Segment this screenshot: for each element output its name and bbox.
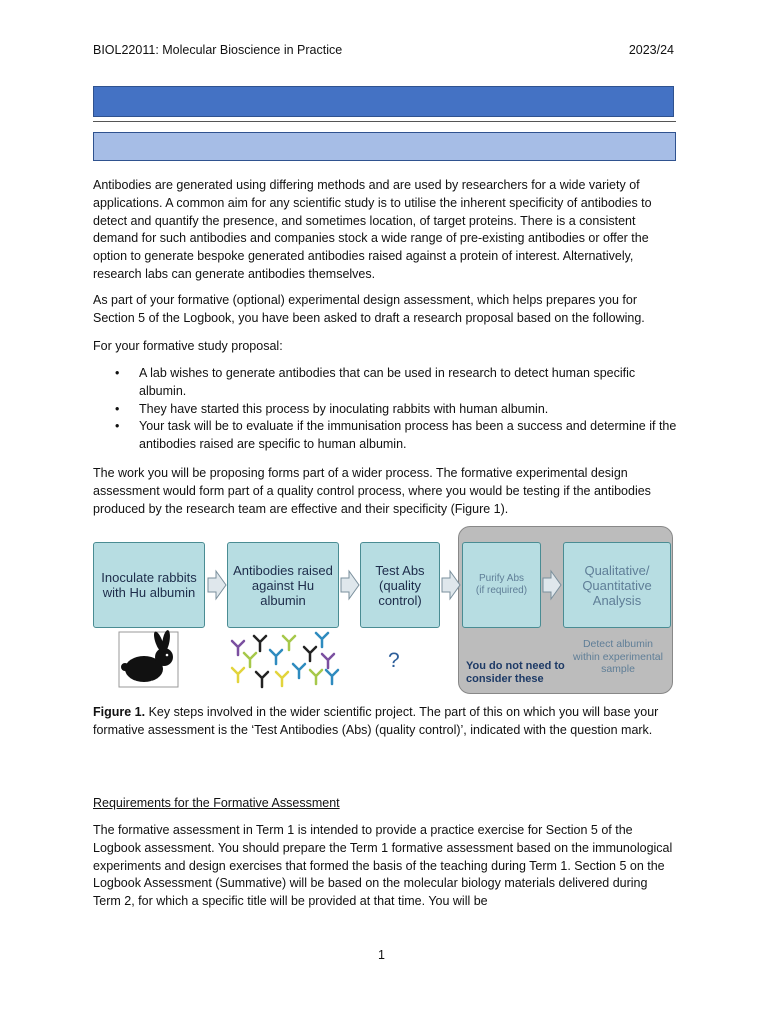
antibody-icon	[316, 633, 328, 647]
antibody-icon	[326, 670, 338, 684]
antibody-icon	[304, 647, 316, 661]
antibody-icon	[322, 654, 334, 668]
para-2	[93, 292, 678, 328]
figure-1	[92, 526, 674, 696]
step-test-abs: Test Abs (quality control)	[360, 542, 440, 628]
step-analysis: Qualitative/ Quantitative Analysis	[563, 542, 671, 628]
antibody-icons	[232, 633, 338, 687]
caption-label: Figure 1.	[93, 705, 146, 719]
para-3-text: For your formative study proposal:	[93, 339, 283, 353]
rabbit-icon	[119, 630, 178, 687]
figure-caption	[93, 704, 678, 740]
intro-paragraph	[93, 177, 678, 284]
para-2-text: As part of your formative (optional) experimental design assessment, which helps prepares you for Section 5 of the Logbook, you have been asked to draft a research proposal based on the following.	[93, 293, 645, 325]
para-3	[93, 338, 678, 356]
list-item: • Your task will be to evaluate if the immunisation process has been a success and determine if the antibodies raised are specific to human albumin.	[93, 418, 683, 454]
para-4-text: The work you will be proposing forms part of a wider process. The formative experimental design assessment would form part of a quality control process, where you would be testing if the antibodies produced by the research team are effective and their specificity (Figure 1).	[93, 466, 651, 516]
antibody-icon	[244, 653, 256, 667]
caption-text: Key steps involved in the wider scientific project. The part of this on which you will base your formative assessment is the ‘Test Antibodies (Abs) (quality control)’, indicated with the question mark.	[93, 705, 659, 737]
para-4	[93, 465, 678, 518]
para-5	[93, 822, 678, 911]
antibody-icon	[256, 672, 268, 687]
arrow-icon	[208, 571, 226, 599]
step-inoculate: Inoculate rabbits with Hu albumin	[93, 542, 205, 628]
antibody-icon	[283, 636, 295, 650]
antibody-icon	[310, 670, 322, 684]
title-banner	[93, 86, 674, 117]
intro-text: Antibodies are generated using differing methods and are used by researchers for a wide variety of applications. A common aim for any scientific study is to utilise the inherent specificity of antibodies to detect and quantify the presence, and sometimes location, of target proteins. There is a consistent demand for such antibodies and companies stock a wide range of pre-existing antibodies or offer the option to generate bespoke generated antibodies raised against a protein of interest. Alternatively, research labs can generate antibodies themselves.	[93, 178, 652, 281]
arrow-icon	[341, 571, 359, 599]
header-course: BIOL22011: Molecular Bioscience in Practice	[93, 43, 343, 57]
detect-albumin-note: Detect albumin within experimental sample	[573, 638, 663, 675]
purify-sub: (if required)	[475, 585, 528, 596]
subtitle-banner	[93, 132, 676, 161]
bullet-list	[93, 365, 683, 454]
list-item: • A lab wishes to generate antibodies that can be used in research to detect human specific albumin.	[93, 365, 683, 401]
antibody-icon	[293, 664, 305, 678]
antibody-icon	[276, 672, 288, 686]
antibody-icon	[270, 650, 282, 664]
page-number: 1	[378, 948, 385, 962]
antibody-icon	[232, 668, 244, 682]
arrow-icon	[543, 571, 561, 599]
question-mark: ?	[388, 649, 400, 672]
antibody-icon	[232, 641, 244, 655]
step-antibodies-raised: Antibodies raised against Hu albumin	[227, 542, 339, 628]
antibody-icon	[254, 636, 266, 651]
header-year: 2023/24	[628, 43, 674, 57]
divider	[93, 121, 676, 122]
list-item: • They have started this process by inoculating rabbits with human albumin.	[93, 401, 683, 419]
section-title: Requirements for the Formative Assessment	[93, 796, 340, 810]
para-5-text: The formative assessment in Term 1 is intended to provide a practice exercise for Section 5 of the Logbook assessment. You should prepare the Term 1 formative assessment based on the immunological experiments and design exercises that formed the basis of the teaching during Term 1. Section 5 on the Logbook Assessment (Summative) will be based on the molecular biology materials delivered during Term 2, for which a specific title will be provided at that time. You will be	[93, 823, 673, 909]
purify-label: Purify Abs	[478, 573, 525, 584]
out-of-scope-note: You do not need to consider these	[466, 660, 565, 685]
arrow-icon	[442, 571, 460, 599]
